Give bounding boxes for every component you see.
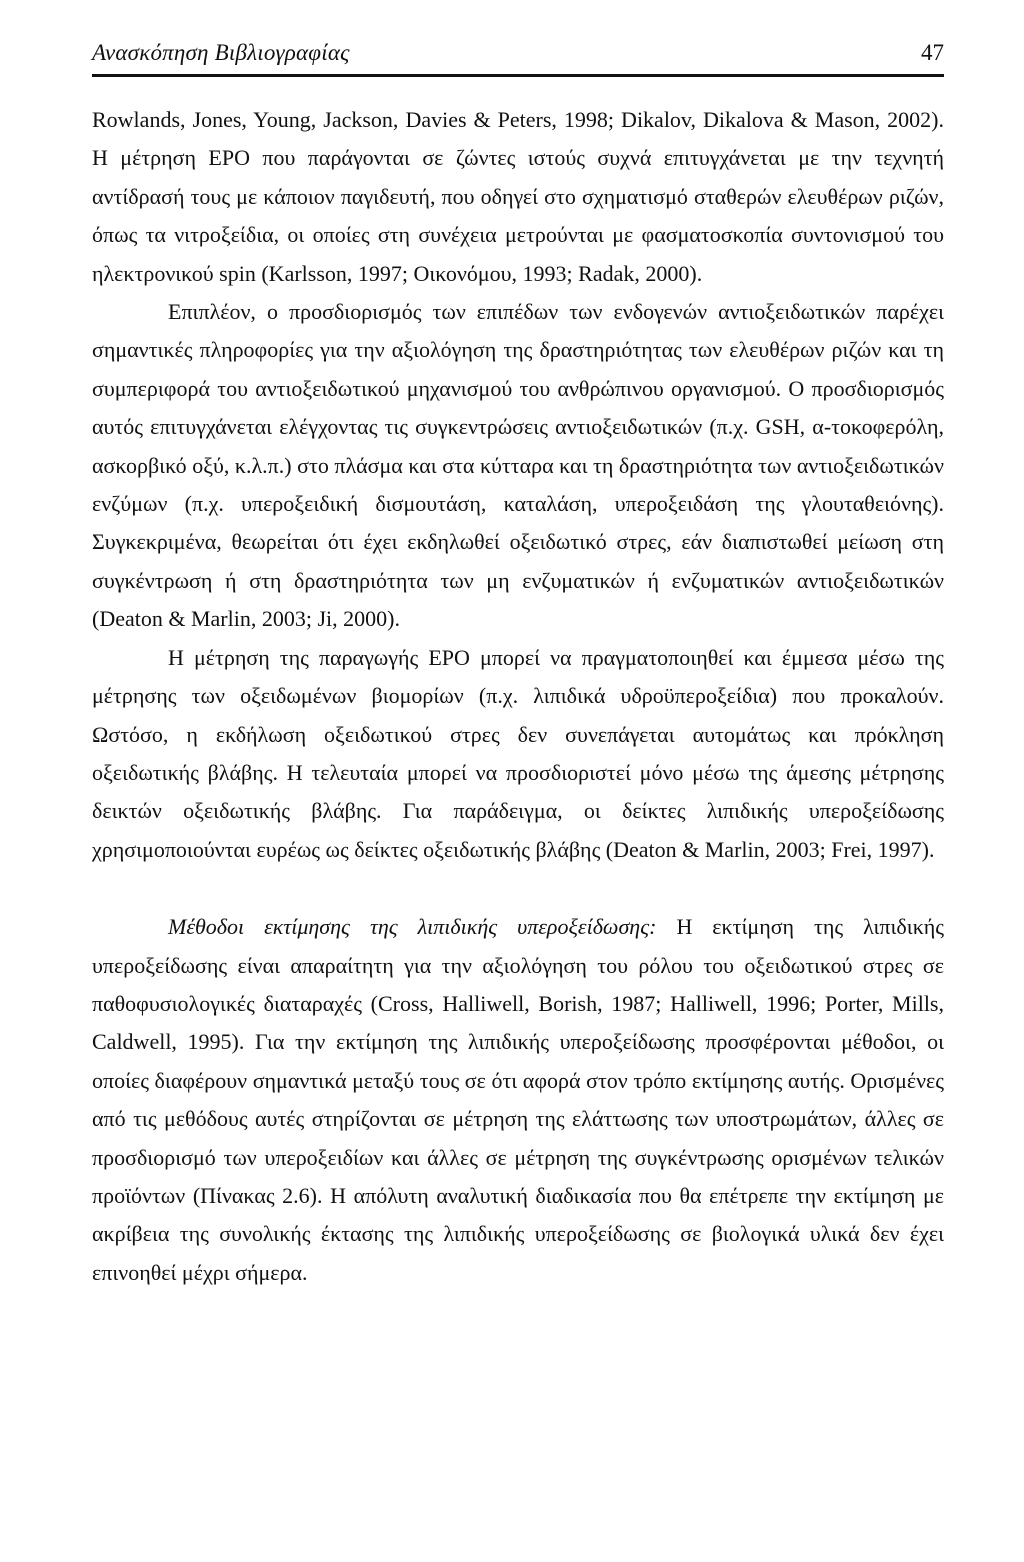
paragraph: Rowlands, Jones, Young, Jackson, Davies & Peters, 1998; Dikalov, Dikalova & Mason, 2002). Η μέτρηση ΕΡΟ που παράγονται σε ζώντες ιστούς συχνά επιτυγχάνεται με την τεχνητή αντίδρασή τους με κάποιον παγιδευτή, που οδηγεί στο σχηματισμό σταθερών ελευθέρων ριζών, όπως τα νιτροξείδια, οι οποίες στη συνέχεια μετρούνται με φασματοσκοπία συντονισμού του ηλεκτρονικού spin (Karlsson, 1997; Οικονόμου, 1993; Radak, 2000).	[92, 107, 944, 286]
paragraph: Η μέτρηση της παραγωγής ΕΡΟ μπορεί να πραγματοποιηθεί και έμμεσα μέσω της μέτρησης των οξειδωμένων βιομορίων (π.χ. λιπιδικά υδροϋπεροξείδια) που προκαλούν. Ωστόσο, η εκδήλωση οξειδωτικού στρες δεν συνεπάγεται αυτομάτως και πρόκληση οξειδωτικής βλάβης. Η τελευταία μπορεί να προσδιοριστεί μόνο μέσω της άμεσης μέτρησης δεικτών οξειδωτικής βλάβης. Για παράδειγμα, οι δείκτες λιπιδικής υπεροξείδωσης χρησιμοποιούνται ευρέως ως δείκτες οξειδωτικής βλάβης (Deaton & Marlin, 2003; Frei, 1997).	[92, 644, 944, 862]
paragraph: Επιπλέον, ο προσδιορισμός των επιπέδων των ενδογενών αντιοξειδωτικών παρέχει σημαντικές πληροφορίες για την αξιολόγηση της δραστηριότητας των ελευθέρων ριζών και τη συμπεριφορά του αντιοξειδωτικού μηχανισμού του ανθρώπινου οργανισμού. Ο προσδιορισμός αυτός επιτυγχάνεται ελέγχοντας τις συγκεντρώσεις αντιοξειδωτικών (π.χ. GSH, α-τοκοφερόλη, ασκορβικό οξύ, κ.λ.π.) στο πλάσμα και στα κύτταρα και τη δραστηριότητα των αντιοξειδωτικών ενζύμων (π.χ. υπεροξειδική δισμουτάση, καταλάση, υπεροξειδάση της γλουταθειόνης). Συγκεκριμένα, θεωρείται ότι έχει εκδηλωθεί οξειδωτικό στρες, εάν διαπιστωθεί μείωση στη συγκέντρωση ή στη δραστηριότητα των μη ενζυματικών ή ενζυματικών αντιοξειδωτικών (Deaton & Marlin, 2003; Ji, 2000).	[92, 299, 944, 632]
subsection-paragraph	[92, 908, 944, 1292]
body-text	[92, 101, 944, 1292]
document-page	[92, 30, 944, 1292]
subsection-text: Η εκτίμηση της λιπιδικής υπεροξείδωσης είναι απαραίτητη για την αξιολόγηση του ρόλου του οξειδωτικού στρες σε παθοφυσιολογικές διαταραχές (Cross, Halliwell, Borish, 1987; Halliwell, 1996; Porter, Mills, Caldwell, 1995). Για την εκτίμηση της λιπιδικής υπεροξείδωσης προσφέρονται μέθοδοι, οι οποίες διαφέρουν σημαντικά μεταξύ τους σε ότι αφορά στον τρόπο εκτίμησης αυτής. Ορισμένες από τις μεθόδους αυτές στηρίζονται σε μέτρηση της ελάττωσης των υποστρωμάτων, άλλες σε προσδιορισμό των υπεροξειδίων και άλλες σε μέτρηση της συγκέντρωσης ορισμένων τελικών προϊόντων (Πίνακας 2.6). Η απόλυτη αναλυτική διαδικασία που θα επέτρεπε την εκτίμηση με ακρίβεια της συνολικής έκτασης της λιπιδικής υπεροξείδωσης σε βιολογικά υλικά δεν έχει επινοηθεί μέχρι σήμερα.	[92, 914, 944, 1285]
page-number: 47	[921, 40, 944, 65]
section-title: Ανασκόπηση Βιβλιογραφίας	[92, 40, 350, 65]
subsection-heading: Μέθοδοι εκτίμησης της λιπιδικής υπεροξείδωσης:	[168, 914, 657, 940]
running-header	[92, 30, 944, 77]
